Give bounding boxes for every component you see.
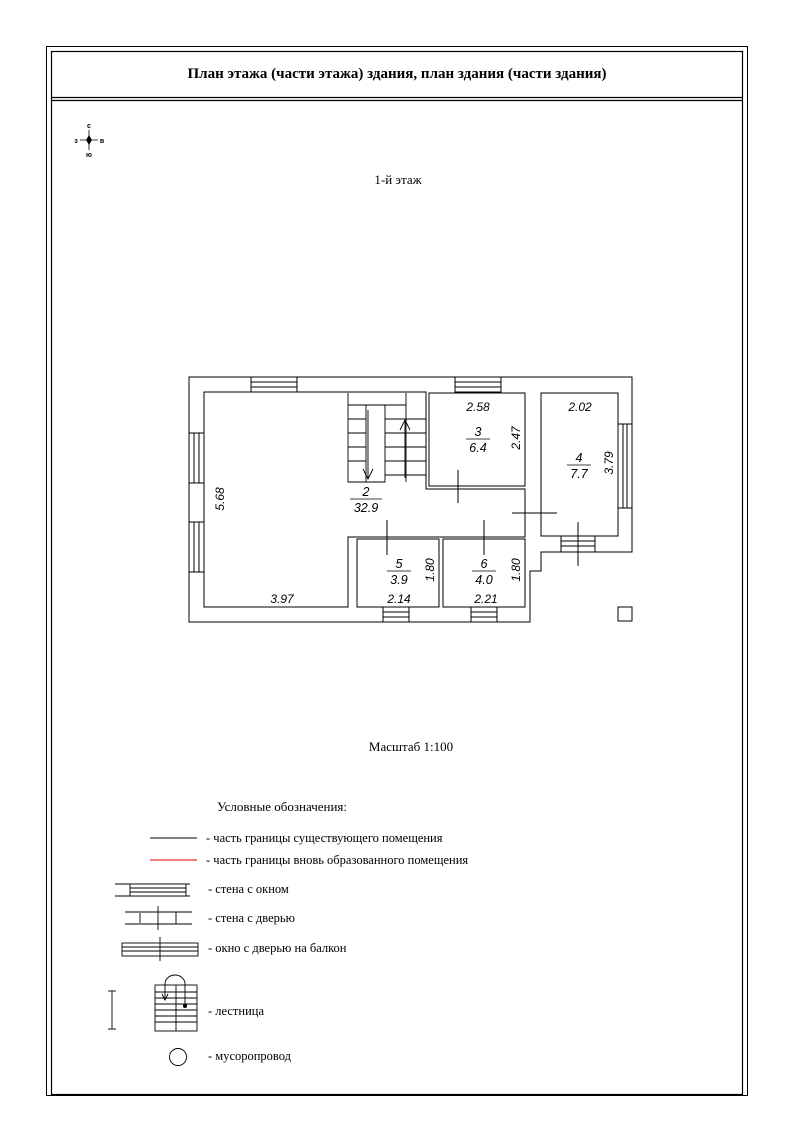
chute-square — [618, 607, 632, 621]
room-4-width: 2.02 — [568, 400, 592, 414]
compass-rose — [74, 123, 105, 159]
svg-text:4: 4 — [575, 451, 583, 465]
svg-text:5: 5 — [395, 557, 403, 571]
compass-east: в — [99, 138, 105, 145]
room-5-label — [387, 557, 411, 587]
svg-text:4.0: 4.0 — [475, 573, 493, 587]
floor-plan — [189, 377, 632, 622]
room-4-height: 3.79 — [602, 451, 616, 475]
room-6-label — [472, 557, 496, 587]
legend-window-text: - стена с окном — [208, 882, 289, 896]
window-top-right — [455, 377, 501, 392]
legend-door-text: - стена с дверью — [208, 911, 295, 925]
legend-door-symbol — [125, 906, 192, 930]
door-room-6 — [470, 520, 498, 555]
room-3-label — [466, 425, 490, 455]
room-3-width: 2.58 — [466, 400, 490, 414]
svg-text:2: 2 — [362, 485, 370, 499]
staircase — [348, 393, 426, 482]
page-title: План этажа (части этажа) здания, план здания (части здания) — [187, 66, 607, 82]
compass-north: с — [87, 123, 91, 130]
window-top-left — [251, 377, 297, 392]
legend-existing-text: - часть границы существующего помещения — [206, 831, 443, 845]
scale-label: Масштаб 1:100 — [368, 739, 454, 754]
svg-text:6.4: 6.4 — [469, 441, 487, 455]
room-5-height: 1.80 — [423, 558, 437, 582]
door-room-4 — [512, 498, 557, 528]
door-room-5 — [372, 520, 400, 555]
room-6-height: 1.80 — [509, 558, 523, 582]
legend-stairs-text: - лестница — [208, 1004, 265, 1018]
room-5-width: 2.14 — [387, 592, 411, 606]
floor-label: 1-й этаж — [374, 172, 422, 187]
compass-south: ю — [86, 152, 92, 159]
room-6-width: 2.21 — [474, 592, 498, 606]
legend-balcony-text: - окно с дверью на балкон — [208, 941, 347, 955]
room-2-label — [350, 485, 382, 515]
svg-text:32.9: 32.9 — [353, 501, 379, 515]
legend-window-symbol — [115, 884, 190, 896]
window-right — [618, 424, 632, 508]
legend-chute-text: - мусоропровод — [208, 1049, 292, 1063]
window-bottom-1 — [383, 607, 409, 622]
window-left-2 — [189, 522, 204, 572]
svg-text:3.9: 3.9 — [390, 573, 408, 587]
legend-title: Условные обозначения: — [217, 799, 348, 814]
compass-west: з — [74, 138, 78, 145]
legend-chute-symbol — [170, 1049, 187, 1066]
legend-balcony-symbol — [122, 937, 198, 961]
svg-text:7.7: 7.7 — [570, 467, 588, 481]
room-3-height: 2.47 — [509, 426, 523, 450]
room-4-label — [567, 451, 591, 481]
legend-stairs-symbol — [108, 975, 197, 1031]
door-room-3 — [445, 470, 475, 503]
exterior-wall — [189, 377, 632, 622]
room-2-width: 3.97 — [270, 592, 294, 606]
window-left-1 — [189, 433, 204, 483]
window-bottom-2 — [471, 607, 497, 622]
svg-text:3: 3 — [474, 425, 482, 439]
room-2-height: 5.68 — [213, 487, 227, 511]
svg-text:6: 6 — [480, 557, 488, 571]
legend-new-text: - часть границы вновь образованного помещения — [206, 853, 469, 867]
